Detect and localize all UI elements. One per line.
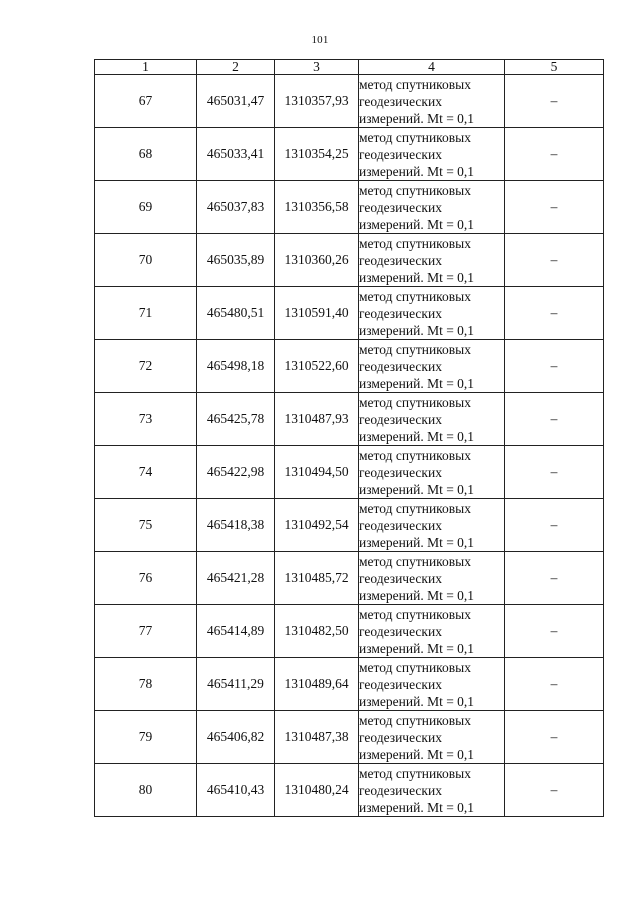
method-cell	[359, 75, 505, 128]
x-coordinate-cell: 465035,89	[197, 234, 275, 287]
table-row	[95, 658, 604, 711]
method-line: метод спутниковых	[359, 394, 471, 410]
method-cell	[359, 181, 505, 234]
method-line: метод спутниковых	[359, 341, 471, 357]
method-line: геодезических	[359, 199, 442, 215]
table-row	[95, 75, 604, 128]
y-coordinate-cell: 1310360,26	[275, 234, 359, 287]
note-cell: –	[505, 552, 604, 605]
method-cell	[359, 605, 505, 658]
y-coordinate-cell: 1310494,50	[275, 446, 359, 499]
note-cell: –	[505, 711, 604, 764]
table-row	[95, 552, 604, 605]
method-line: геодезических	[359, 570, 442, 586]
page-number: 101	[311, 34, 329, 46]
note-cell: –	[505, 446, 604, 499]
method-cell	[359, 287, 505, 340]
method-line: измерений. Mt = 0,1	[359, 428, 475, 444]
method-line: измерений. Mt = 0,1	[359, 799, 475, 815]
table-row	[95, 393, 604, 446]
x-coordinate-cell: 465498,18	[197, 340, 275, 393]
y-coordinate-cell: 1310522,60	[275, 340, 359, 393]
x-coordinate-cell: 465425,78	[197, 393, 275, 446]
method-line: метод спутниковых	[359, 76, 471, 92]
y-coordinate-cell: 1310356,58	[275, 181, 359, 234]
table-header-row	[95, 60, 604, 75]
table-row	[95, 128, 604, 181]
y-coordinate-cell: 1310485,72	[275, 552, 359, 605]
method-line: метод спутниковых	[359, 182, 471, 198]
method-cell	[359, 234, 505, 287]
method-line: измерений. Mt = 0,1	[359, 534, 475, 550]
method-line: геодезических	[359, 729, 442, 745]
method-cell	[359, 711, 505, 764]
method-line: измерений. Mt = 0,1	[359, 693, 475, 709]
x-coordinate-cell: 465037,83	[197, 181, 275, 234]
method-line: геодезических	[359, 676, 442, 692]
column-header-5: 5	[505, 60, 604, 75]
x-coordinate-cell: 465421,28	[197, 552, 275, 605]
method-line: геодезических	[359, 305, 442, 321]
note-cell: –	[505, 75, 604, 128]
method-line: геодезических	[359, 517, 442, 533]
note-cell: –	[505, 393, 604, 446]
note-cell: –	[505, 234, 604, 287]
x-coordinate-cell: 465411,29	[197, 658, 275, 711]
y-coordinate-cell: 1310489,64	[275, 658, 359, 711]
method-line: метод спутниковых	[359, 288, 471, 304]
method-line: метод спутниковых	[359, 659, 471, 675]
note-cell: –	[505, 128, 604, 181]
method-cell	[359, 340, 505, 393]
table-row	[95, 234, 604, 287]
method-line: геодезических	[359, 358, 442, 374]
note-cell: –	[505, 605, 604, 658]
point-number-cell: 72	[95, 340, 197, 393]
table-row	[95, 287, 604, 340]
table-row	[95, 711, 604, 764]
method-line: метод спутниковых	[359, 447, 471, 463]
method-line: метод спутниковых	[359, 129, 471, 145]
note-cell: –	[505, 764, 604, 817]
method-line: измерений. Mt = 0,1	[359, 216, 475, 232]
method-cell	[359, 446, 505, 499]
table-row	[95, 181, 604, 234]
method-cell	[359, 499, 505, 552]
method-cell	[359, 764, 505, 817]
column-header-3: 3	[275, 60, 359, 75]
table-row	[95, 446, 604, 499]
column-header-1: 1	[95, 60, 197, 75]
column-header-4: 4	[359, 60, 505, 75]
note-cell: –	[505, 340, 604, 393]
method-cell	[359, 128, 505, 181]
x-coordinate-cell: 465031,47	[197, 75, 275, 128]
method-line: геодезических	[359, 252, 442, 268]
point-number-cell: 69	[95, 181, 197, 234]
y-coordinate-cell: 1310357,93	[275, 75, 359, 128]
x-coordinate-cell: 465422,98	[197, 446, 275, 499]
method-cell	[359, 552, 505, 605]
point-number-cell: 74	[95, 446, 197, 499]
x-coordinate-cell: 465414,89	[197, 605, 275, 658]
column-header-2: 2	[197, 60, 275, 75]
y-coordinate-cell: 1310487,38	[275, 711, 359, 764]
point-number-cell: 77	[95, 605, 197, 658]
note-cell: –	[505, 181, 604, 234]
method-line: измерений. Mt = 0,1	[359, 163, 475, 179]
method-line: измерений. Mt = 0,1	[359, 587, 475, 603]
method-line: геодезических	[359, 411, 442, 427]
y-coordinate-cell: 1310354,25	[275, 128, 359, 181]
point-number-cell: 67	[95, 75, 197, 128]
method-line: измерений. Mt = 0,1	[359, 269, 475, 285]
method-cell	[359, 658, 505, 711]
method-line: геодезических	[359, 93, 442, 109]
point-number-cell: 76	[95, 552, 197, 605]
method-line: геодезических	[359, 782, 442, 798]
table-row	[95, 499, 604, 552]
method-line: метод спутниковых	[359, 500, 471, 516]
y-coordinate-cell: 1310482,50	[275, 605, 359, 658]
coordinates-table	[94, 59, 604, 817]
method-line: измерений. Mt = 0,1	[359, 322, 475, 338]
x-coordinate-cell: 465480,51	[197, 287, 275, 340]
method-line: метод спутниковых	[359, 235, 471, 251]
method-line: геодезических	[359, 464, 442, 480]
point-number-cell: 80	[95, 764, 197, 817]
method-line: метод спутниковых	[359, 712, 471, 728]
note-cell: –	[505, 658, 604, 711]
x-coordinate-cell: 465410,43	[197, 764, 275, 817]
y-coordinate-cell: 1310487,93	[275, 393, 359, 446]
method-line: геодезических	[359, 623, 442, 639]
method-line: метод спутниковых	[359, 553, 471, 569]
method-line: измерений. Mt = 0,1	[359, 110, 475, 126]
y-coordinate-cell: 1310591,40	[275, 287, 359, 340]
method-line: метод спутниковых	[359, 606, 471, 622]
x-coordinate-cell: 465406,82	[197, 711, 275, 764]
point-number-cell: 68	[95, 128, 197, 181]
method-line: метод спутниковых	[359, 765, 471, 781]
method-line: измерений. Mt = 0,1	[359, 746, 475, 762]
table-row	[95, 605, 604, 658]
method-cell	[359, 393, 505, 446]
method-line: измерений. Mt = 0,1	[359, 640, 475, 656]
note-cell: –	[505, 287, 604, 340]
x-coordinate-cell: 465418,38	[197, 499, 275, 552]
table-body	[95, 75, 604, 817]
method-line: геодезических	[359, 146, 442, 162]
x-coordinate-cell: 465033,41	[197, 128, 275, 181]
point-number-cell: 78	[95, 658, 197, 711]
point-number-cell: 71	[95, 287, 197, 340]
table-row	[95, 764, 604, 817]
y-coordinate-cell: 1310492,54	[275, 499, 359, 552]
point-number-cell: 79	[95, 711, 197, 764]
point-number-cell: 73	[95, 393, 197, 446]
method-line: измерений. Mt = 0,1	[359, 375, 475, 391]
method-line: измерений. Mt = 0,1	[359, 481, 475, 497]
y-coordinate-cell: 1310480,24	[275, 764, 359, 817]
point-number-cell: 75	[95, 499, 197, 552]
table-row	[95, 340, 604, 393]
point-number-cell: 70	[95, 234, 197, 287]
note-cell: –	[505, 499, 604, 552]
